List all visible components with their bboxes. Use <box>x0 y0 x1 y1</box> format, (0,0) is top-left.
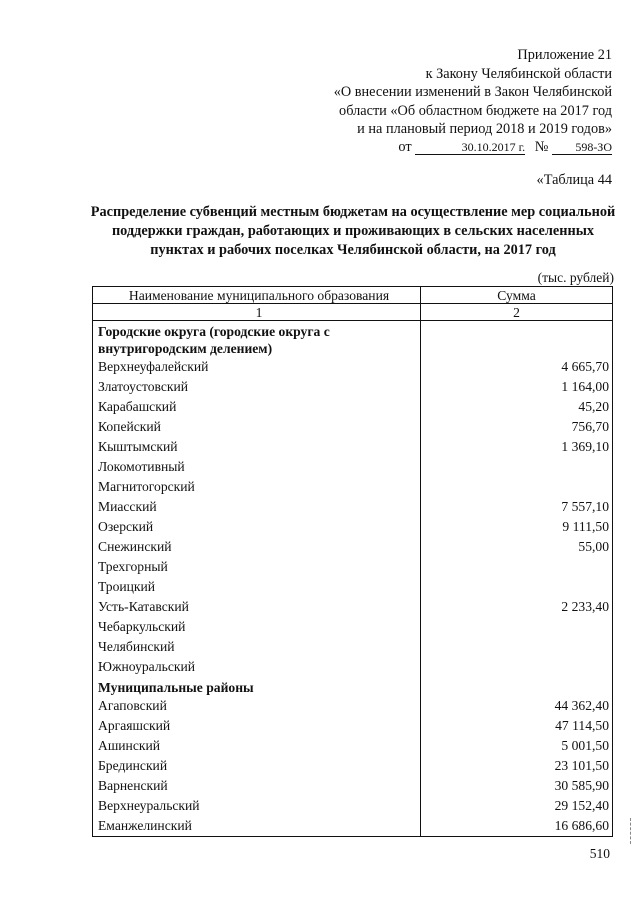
table-row <box>93 477 613 497</box>
sum-value: 1 164,00 <box>421 377 613 397</box>
sum-value: 2 233,40 <box>421 597 613 617</box>
table-row <box>93 736 613 756</box>
sum-value <box>421 677 613 696</box>
sum-value: 5 001,50 <box>421 736 613 756</box>
municipality-name: Троицкий <box>93 577 421 597</box>
municipality-name: Трехгорный <box>93 557 421 577</box>
municipality-name: Локомотивный <box>93 457 421 477</box>
from-label: от <box>398 139 412 155</box>
sum-value <box>421 577 613 597</box>
table-body <box>93 321 613 837</box>
table-row <box>93 397 613 417</box>
municipality-name: Усть-Катавский <box>93 597 421 617</box>
sum-value <box>421 617 613 637</box>
municipality-name: Чебаркульский <box>93 617 421 637</box>
table-row <box>93 657 613 677</box>
table-row <box>93 577 613 597</box>
table-row <box>93 756 613 776</box>
header-sum: Сумма <box>421 287 613 304</box>
table-row <box>93 716 613 736</box>
table-row <box>93 377 613 397</box>
municipality-name: Агаповский <box>93 696 421 716</box>
municipality-name: Челябинский <box>93 637 421 657</box>
law-date: 30.10.2017 г. <box>415 140 525 155</box>
sum-value: 47 114,50 <box>421 716 613 736</box>
sum-value: 55,00 <box>421 537 613 557</box>
sum-value: 23 101,50 <box>421 756 613 776</box>
column-number-row <box>93 304 613 321</box>
table-row <box>93 537 613 557</box>
municipality-name: Аргаяшский <box>93 716 421 736</box>
municipality-name: Златоустовский <box>93 377 421 397</box>
municipality-name: Миасский <box>93 497 421 517</box>
law-number: 598-ЗО <box>552 140 612 155</box>
table-row <box>93 637 613 657</box>
municipality-name: Верхнеуральский <box>93 796 421 816</box>
sum-value <box>421 477 613 497</box>
sum-value <box>421 457 613 477</box>
municipality-name: Ашинский <box>93 736 421 756</box>
municipality-name: Копейский <box>93 417 421 437</box>
sum-value: 756,70 <box>421 417 613 437</box>
header-municipality: Наименование муниципального образования <box>93 287 421 304</box>
group-name: Городские округа (городские округа с внутригородским делением) <box>93 321 421 358</box>
sum-value <box>421 637 613 657</box>
appendix-line: к Закону Челябинской области <box>425 65 612 82</box>
municipality-name: Брединский <box>93 756 421 776</box>
table-row <box>93 457 613 477</box>
table-row <box>93 497 613 517</box>
units-label: (тыс. рублей) <box>537 270 614 285</box>
table-row <box>93 417 613 437</box>
sum-value: 29 152,40 <box>421 796 613 816</box>
group-row <box>93 321 613 358</box>
appendix-heading <box>272 46 612 139</box>
sum-value: 30 585,90 <box>421 776 613 796</box>
header-row <box>93 287 613 304</box>
municipality-name: Карабашский <box>93 397 421 417</box>
table-row <box>93 557 613 577</box>
municipality-name: Снежинский <box>93 537 421 557</box>
column-number: 2 <box>421 304 613 321</box>
municipality-name: Варненский <box>93 776 421 796</box>
municipality-name: Озерский <box>93 517 421 537</box>
sum-value: 45,20 <box>421 397 613 417</box>
table-row <box>93 437 613 457</box>
law-date-number <box>398 139 612 156</box>
document-title: Распределение субвенций местным бюджетам на осуществление мер социальной поддержки граждан, работающих и проживающих в сельских населенных пунктах и рабочих поселках Челябинской области, на 2017 год <box>90 204 616 258</box>
table-row <box>93 357 613 377</box>
table-row <box>93 597 613 617</box>
appendix-line: области «Об областном бюджете на 2017 год <box>339 102 612 119</box>
table-label: «Таблица 44 <box>536 172 612 188</box>
sum-value: 1 369,10 <box>421 437 613 457</box>
sum-value <box>421 557 613 577</box>
table-row <box>93 776 613 796</box>
page-number: 510 <box>589 846 610 861</box>
municipality-name: Еманжелинский <box>93 816 421 837</box>
sum-value <box>421 657 613 677</box>
column-number: 1 <box>93 304 421 321</box>
municipality-name: Верхнеуфалейский <box>93 357 421 377</box>
sum-value <box>421 321 613 358</box>
table-row <box>93 816 613 837</box>
table-row <box>93 517 613 537</box>
municipality-name: Магнитогорский <box>93 477 421 497</box>
margin-mark <box>630 818 632 844</box>
appendix-line: «О внесении изменений в Закон Челябинской <box>333 84 612 100</box>
municipality-name: Южноуральский <box>93 657 421 677</box>
appendix-line: и на плановый период 2018 и 2019 годов» <box>357 121 612 137</box>
subsidy-table <box>92 286 613 837</box>
table-row <box>93 696 613 716</box>
sum-value: 9 111,50 <box>421 517 613 537</box>
appendix-line: Приложение 21 <box>517 47 612 63</box>
number-label: № <box>534 139 549 155</box>
sum-value: 4 665,70 <box>421 357 613 377</box>
group-name: Муниципальные районы <box>93 677 421 696</box>
group-row <box>93 677 613 696</box>
municipality-name: Кыштымский <box>93 437 421 457</box>
sum-value: 7 557,10 <box>421 497 613 517</box>
sum-value: 44 362,40 <box>421 696 613 716</box>
table-row <box>93 796 613 816</box>
table-row <box>93 617 613 637</box>
sum-value: 16 686,60 <box>421 816 613 837</box>
